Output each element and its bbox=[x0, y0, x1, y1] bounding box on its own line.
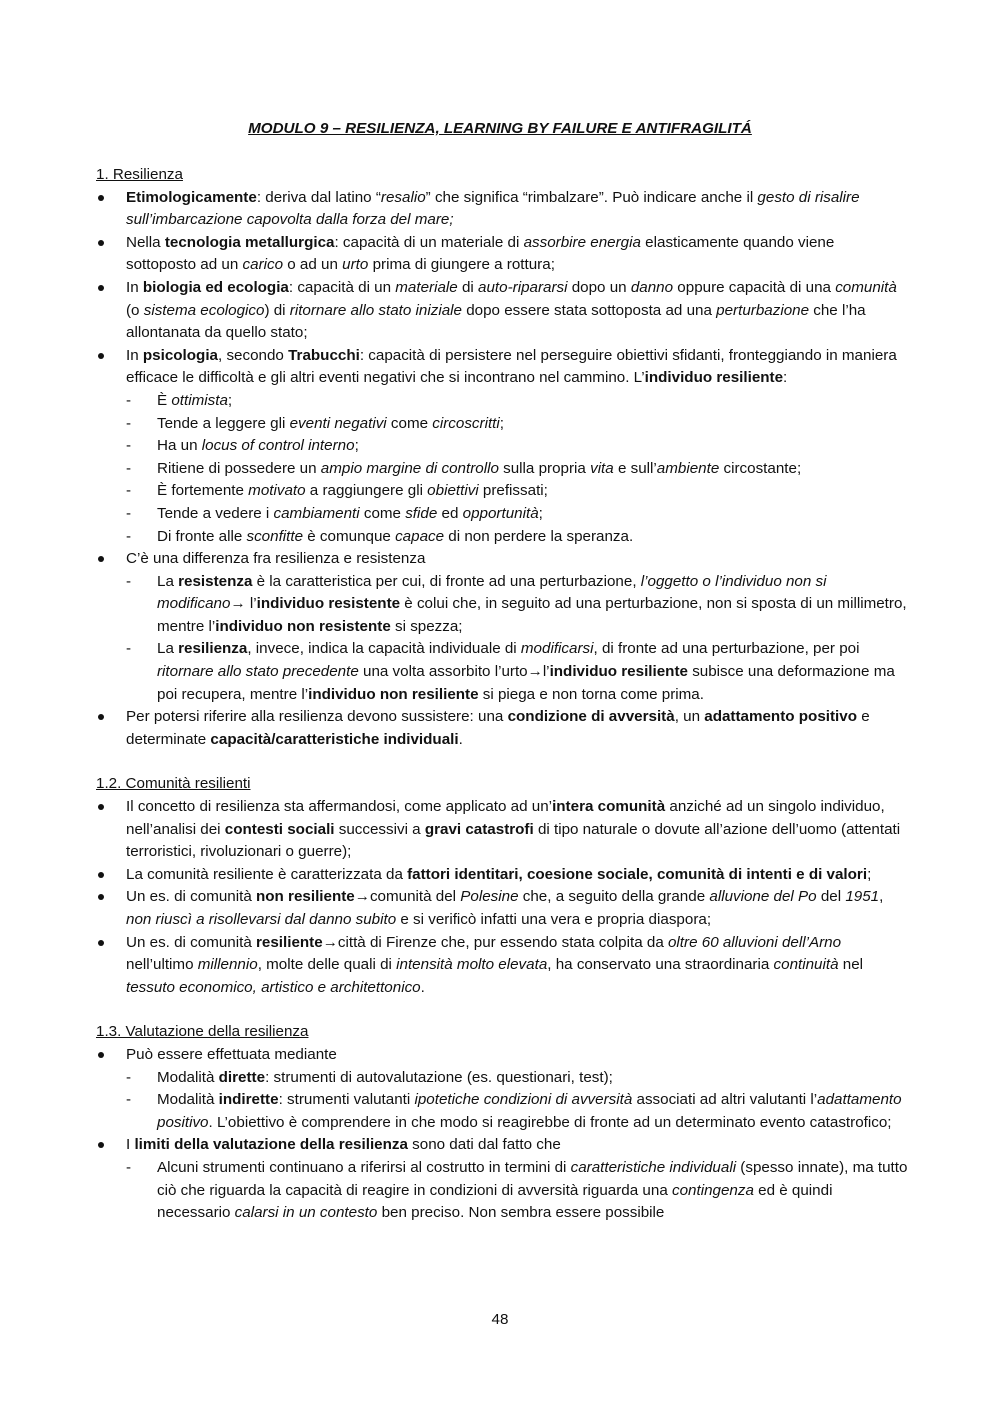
text-run: ipotetiche condizioni di avversità bbox=[414, 1091, 633, 1109]
text-run: locus of control interno bbox=[201, 437, 355, 455]
text-run: continuità bbox=[773, 956, 839, 974]
text-run: → bbox=[322, 933, 338, 951]
text-run: Può essere effettuata mediante bbox=[126, 1045, 337, 1063]
text-run: ; bbox=[499, 414, 504, 432]
dash-item bbox=[126, 480, 908, 503]
text-run: Modalità bbox=[157, 1091, 219, 1109]
text-run: , secondo bbox=[218, 346, 289, 364]
text-run: ; bbox=[354, 437, 359, 455]
bullet-item bbox=[96, 1044, 908, 1134]
text-run: dirette bbox=[218, 1068, 266, 1086]
bullet-list bbox=[96, 187, 908, 752]
text-run: resalio bbox=[380, 188, 426, 206]
text-run: C’è una differenza fra resilienza e resistenza bbox=[126, 550, 426, 568]
text-run: di bbox=[457, 278, 479, 296]
dash-item bbox=[126, 390, 908, 413]
text-run: successivi a bbox=[334, 820, 425, 838]
text-run: ed è quindi necessario bbox=[157, 1181, 833, 1222]
text-run: come bbox=[359, 504, 406, 522]
text-run: , molte delle quali di bbox=[257, 956, 397, 974]
text-run: (spesso innate), ma tutto ciò che riguarda la capacità di reagire in condizioni di avversità riguarda una bbox=[157, 1158, 908, 1199]
text-run: auto-ripararsi bbox=[478, 278, 568, 296]
text-run: sulla propria bbox=[498, 459, 591, 477]
text-run: adattamento positivo bbox=[157, 1091, 902, 1131]
bullet-item bbox=[96, 187, 908, 232]
text-run: si piega e non torna come prima. bbox=[478, 685, 704, 703]
text-run: limiti della valutazione della resilienza bbox=[134, 1136, 408, 1154]
page-number: 48 bbox=[491, 1311, 509, 1328]
text-run: . L’obiettivo è comprendere in che modo si reagirebbe di fronte ad un determinato evento catastrofico; bbox=[208, 1113, 892, 1131]
text-run: ottimista bbox=[171, 391, 228, 409]
text-run: capace bbox=[395, 527, 445, 545]
text-run: : bbox=[783, 369, 788, 387]
text-run: contesti sociali bbox=[224, 820, 335, 838]
text-run: intera comunità bbox=[552, 798, 666, 816]
bullet-list bbox=[96, 1044, 908, 1225]
text-run: è colui che, in seguito ad una perturbazione, non si sposta di un millimetro, mentre l’ bbox=[157, 595, 907, 635]
text-run: ben preciso. Non sembra essere possibile bbox=[377, 1204, 665, 1222]
text-run: l’ bbox=[245, 595, 257, 613]
text-run: ambiente bbox=[656, 459, 720, 477]
text-run: Trabucchi bbox=[288, 346, 360, 364]
text-run: anziché ad un singolo individuo, nell’analisi dei bbox=[126, 798, 885, 838]
text-run: Etimologicamente bbox=[126, 188, 257, 206]
text-run: individuo non resistente bbox=[215, 617, 391, 635]
section-heading: 1.3. Valutazione della resilienza bbox=[96, 1023, 309, 1041]
bullet-item bbox=[96, 232, 908, 277]
text-run: sfide bbox=[405, 504, 438, 522]
text-run: ) di bbox=[264, 301, 290, 319]
text-run: Nella bbox=[126, 233, 165, 251]
text-run: → bbox=[230, 595, 246, 613]
text-run: ; bbox=[538, 504, 543, 522]
text-run: come bbox=[386, 414, 433, 432]
text-run: perturbazione bbox=[716, 301, 810, 319]
text-run: del bbox=[816, 888, 846, 906]
dash-list bbox=[126, 1067, 908, 1135]
text-run: biologia ed ecologia bbox=[142, 278, 289, 296]
text-run: millennio bbox=[197, 956, 258, 974]
text-run: ” che significa “rimbalzare”. Può indicare anche il bbox=[425, 188, 758, 206]
dash-item bbox=[126, 413, 908, 436]
dash-list bbox=[126, 1157, 908, 1225]
bullet-item bbox=[96, 548, 908, 706]
text-run: condizione di avversità bbox=[507, 708, 675, 726]
text-run: 1951 bbox=[845, 888, 880, 906]
section-heading: 1.2. Comunità resilienti bbox=[96, 775, 251, 793]
text-run: obiettivi bbox=[427, 482, 479, 500]
text-run: Un es. di comunità bbox=[126, 888, 256, 906]
dash-item bbox=[126, 1157, 908, 1225]
text-run: e determinate bbox=[126, 708, 870, 748]
text-run: , bbox=[879, 888, 884, 906]
dash-list bbox=[126, 571, 908, 707]
text-run: La bbox=[157, 572, 179, 590]
bullet-item bbox=[96, 864, 908, 887]
text-run: e sull’ bbox=[613, 459, 657, 477]
text-run: Ritiene di possedere un bbox=[157, 459, 321, 477]
text-run: tecnologia metallurgica bbox=[164, 233, 335, 251]
dash-item bbox=[126, 526, 908, 549]
text-run: città di Firenze che, pur essendo stata colpita da bbox=[337, 933, 668, 951]
text-run: Di fronte alle bbox=[157, 527, 247, 545]
text-run: calarsi in un contesto bbox=[234, 1204, 378, 1222]
bullet-item bbox=[96, 886, 908, 931]
dash-item bbox=[126, 1089, 908, 1134]
text-run: sono dati dal fatto che bbox=[407, 1136, 561, 1154]
dash-item bbox=[126, 638, 908, 706]
text-run: Per potersi riferire alla resilienza devono sussistere: una bbox=[126, 708, 508, 726]
text-run: di non perdere la speranza. bbox=[444, 527, 634, 545]
bullet-item bbox=[96, 277, 908, 345]
text-run: In bbox=[126, 346, 143, 364]
text-run: assorbire energia bbox=[523, 233, 641, 251]
text-run: comunità del bbox=[369, 888, 461, 906]
text-run: opportunità bbox=[462, 504, 539, 522]
text-run: circostante; bbox=[719, 459, 802, 477]
text-run: È fortemente bbox=[157, 482, 249, 500]
text-run: Polesine bbox=[460, 888, 519, 906]
text-run: : deriva dal latino “ bbox=[256, 188, 381, 206]
text-run: prima di giungere a rottura; bbox=[368, 256, 555, 274]
bullet-item bbox=[96, 796, 908, 864]
text-run: danno bbox=[630, 278, 674, 296]
text-run: eventi negativi bbox=[289, 414, 387, 432]
dash-item bbox=[126, 1067, 908, 1090]
dash-item bbox=[126, 458, 908, 481]
text-run: ritornare allo stato precedente bbox=[157, 663, 359, 681]
text-run: materiale bbox=[395, 278, 458, 296]
text-run: indirette bbox=[218, 1091, 279, 1109]
text-run: È bbox=[157, 391, 172, 409]
text-run: In bbox=[126, 278, 143, 296]
text-run: gravi catastrofi bbox=[424, 820, 534, 838]
text-run: caratteristiche individuali bbox=[570, 1158, 737, 1176]
text-run: che, a seguito della grande bbox=[518, 888, 710, 906]
text-run: , invece, indica la capacità individuale di bbox=[247, 640, 521, 658]
text-run: nell’ultimo bbox=[126, 956, 198, 974]
section-gap bbox=[96, 999, 908, 1021]
text-run: ed bbox=[437, 504, 463, 522]
text-run: l’ bbox=[542, 663, 550, 681]
section-gap bbox=[96, 751, 908, 773]
text-run: e si verificò infatti una vera e propria diaspora; bbox=[396, 911, 712, 928]
text-run: dopo un bbox=[567, 278, 631, 296]
text-run: individuo non resiliente bbox=[308, 685, 479, 703]
text-run: motivato bbox=[248, 482, 306, 500]
text-run: La bbox=[157, 640, 179, 658]
text-run: ; bbox=[227, 391, 233, 409]
text-run: o ad un bbox=[283, 256, 343, 274]
text-run: cambiamenti bbox=[273, 504, 360, 522]
text-run: (o bbox=[126, 301, 144, 319]
dash-item bbox=[126, 435, 908, 458]
bullet-item bbox=[96, 932, 908, 1000]
text-run: resiliente bbox=[256, 933, 323, 951]
page-title: MODULO 9 – RESILIENZA, LEARNING BY FAILURE E ANTIFRAGILITÁ bbox=[248, 120, 752, 137]
text-run: si spezza; bbox=[390, 617, 463, 635]
text-run: contingenza bbox=[671, 1181, 754, 1199]
text-run: → bbox=[527, 663, 543, 681]
text-run: Un es. di comunità bbox=[126, 933, 256, 951]
text-run: , ha conservato una straordinaria bbox=[547, 956, 774, 974]
text-run: modificarsi bbox=[520, 640, 594, 658]
text-run: è comunque bbox=[303, 527, 396, 545]
text-run: alluvione del Po bbox=[709, 888, 817, 906]
text-run: capacità/caratteristiche individuali bbox=[210, 730, 459, 748]
text-run: : strumenti valutanti bbox=[278, 1091, 415, 1109]
bullet-item bbox=[96, 345, 908, 548]
text-run: : capacità di un materiale di bbox=[334, 233, 524, 251]
text-run: . bbox=[458, 730, 463, 748]
text-run: adattamento positivo bbox=[704, 708, 857, 726]
text-run: l’oggetto o l’individuo non si modificano bbox=[157, 572, 827, 613]
text-run: I bbox=[126, 1136, 135, 1154]
text-run: ; bbox=[867, 865, 872, 883]
text-run: Modalità bbox=[157, 1068, 219, 1086]
text-run: Alcuni strumenti continuano a riferirsi al costrutto in termini di bbox=[157, 1158, 571, 1176]
text-run: psicologia bbox=[142, 346, 218, 364]
text-run: di tipo naturale o dovute all’azione dell’uomo (attentati terroristici, rivoluzionari o guerre); bbox=[126, 820, 901, 861]
text-run: sistema ecologico bbox=[143, 301, 265, 319]
text-run: dopo essere stata sottoposta ad una bbox=[462, 301, 717, 319]
text-run: . bbox=[420, 978, 425, 996]
text-run: a raggiungere gli bbox=[305, 482, 428, 500]
text-run: vita bbox=[590, 459, 614, 477]
text-run: non resiliente bbox=[256, 888, 355, 906]
text-run: Tende a vedere i bbox=[157, 504, 274, 522]
text-run: subisce una deformazione ma poi recupera, mentre l’ bbox=[157, 663, 895, 703]
text-run: individuo resiliente bbox=[549, 663, 688, 681]
text-run: comunità bbox=[835, 278, 897, 296]
text-run: non riuscì a risollevarsi dal danno subito bbox=[126, 911, 397, 928]
text-run: : capacità di un bbox=[288, 278, 396, 296]
text-run: individuo resiliente bbox=[644, 369, 784, 387]
text-run: La comunità resiliente è caratterizzata da bbox=[126, 865, 408, 883]
dash-item bbox=[126, 503, 908, 526]
text-run: elasticamente quando viene sottoposto ad un bbox=[126, 233, 835, 274]
document-body bbox=[96, 164, 908, 1225]
text-run: resilienza bbox=[178, 640, 248, 658]
text-run: gesto di risalire sull’imbarcazione capovolta dalla forza del mare; bbox=[126, 188, 860, 229]
text-run: ritornare allo stato iniziale bbox=[289, 301, 462, 319]
text-run: oppure capacità di una bbox=[673, 278, 836, 296]
bullet-item bbox=[96, 706, 908, 751]
text-run: intensità molto elevata bbox=[396, 956, 548, 974]
text-run: : strumenti di autovalutazione (es. questionari, test); bbox=[265, 1068, 613, 1086]
text-run: individuo resistente bbox=[256, 595, 401, 613]
text-run: oltre 60 alluvioni dell’Arno bbox=[667, 933, 842, 951]
text-run: Tende a leggere gli bbox=[157, 414, 290, 432]
text-run: carico bbox=[242, 256, 284, 274]
text-run: prefissati; bbox=[478, 482, 548, 500]
text-run: → bbox=[354, 888, 370, 906]
bullet-list bbox=[96, 796, 908, 999]
text-run: urto bbox=[342, 256, 369, 274]
dash-item bbox=[126, 571, 908, 639]
text-run: ampio margine di controllo bbox=[320, 459, 499, 477]
section-heading: 1. Resilienza bbox=[96, 166, 183, 183]
text-run: , di fronte ad una perturbazione, per poi bbox=[593, 640, 860, 658]
text-run: sconfitte bbox=[246, 527, 304, 545]
text-run: una volta assorbito l’urto bbox=[358, 663, 528, 681]
text-run: resistenza bbox=[178, 572, 253, 590]
text-run: Ha un bbox=[157, 437, 202, 455]
text-run: che l’ha allontanata da quello stato; bbox=[126, 301, 866, 342]
text-run: associati ad altri valutanti l’ bbox=[632, 1091, 818, 1109]
text-run: , un bbox=[674, 708, 705, 726]
text-run: è la caratteristica per cui, di fronte ad una perturbazione, bbox=[252, 572, 641, 590]
text-run: nel bbox=[838, 956, 864, 974]
text-run: tessuto economico, artistico e architettonico bbox=[126, 978, 421, 996]
text-run: circoscritti bbox=[432, 414, 500, 432]
dash-list bbox=[126, 390, 908, 548]
bullet-item bbox=[96, 1134, 908, 1224]
text-run: Il concetto di resilienza sta affermandosi, come applicato ad un’ bbox=[126, 798, 553, 816]
text-run: fattori identitari, coesione sociale, comunità di intenti e di valori bbox=[407, 865, 868, 883]
text-run: : capacità di persistere nel perseguire obiettivi sfidanti, fronteggiando in maniera efficace le difficoltà e gli altri eventi negativi che si incontrano nel cammino. L’ bbox=[126, 346, 897, 387]
